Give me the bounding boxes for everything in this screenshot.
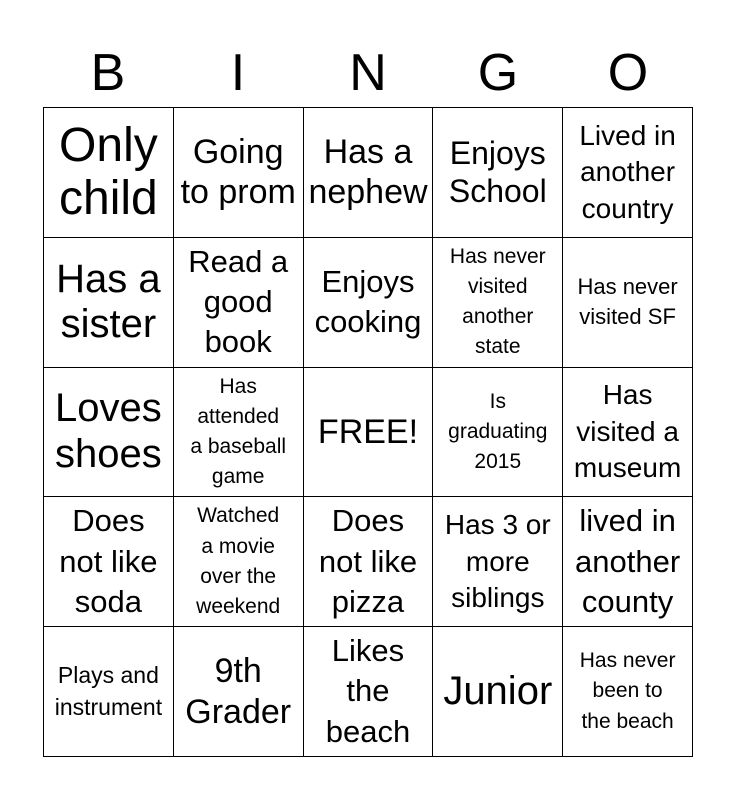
bingo-cell-r1c4[interactable] [433,108,563,238]
bingo-cell-r4c1[interactable] [44,497,174,627]
cell-text: Going to prom [180,132,296,212]
bingo-cell-r4c3[interactable] [304,497,434,627]
cell-text: Has never been to the beach [579,649,676,733]
cell-text: Read a good book [188,243,289,360]
cell-text: Enjoys cooking [314,263,422,340]
bingo-cell-r2c5[interactable] [563,238,693,368]
header-letter-g: G [477,44,519,102]
bingo-cell-r4c4[interactable] [433,497,563,627]
header-letter-n: N [349,44,387,102]
cell-text: Has 3 or more siblings [444,509,551,613]
bingo-cell-free[interactable] [304,368,434,498]
cell-text: Lived in another country [579,119,676,224]
bingo-cell-r4c5[interactable] [563,497,693,627]
cell-text: Has attended a baseball game [190,374,287,489]
bingo-cell-r1c2[interactable] [174,108,304,238]
bingo-header [43,40,693,106]
bingo-cell-r3c4[interactable] [433,368,563,498]
cell-text: Has a nephew [308,132,428,212]
header-letter-i: I [230,44,246,102]
bingo-cell-r1c3[interactable] [304,108,434,238]
cell-text: Plays and instrument [54,661,163,720]
bingo-cell-r5c4[interactable] [433,627,563,757]
bingo-cell-r3c2[interactable] [174,368,304,498]
cell-text: Has a sister [56,256,161,347]
cell-text: Does not like soda [59,503,158,619]
bingo-cell-r5c1[interactable] [44,627,174,757]
bingo-cell-r2c2[interactable] [174,238,304,368]
bingo-cell-r5c2[interactable] [174,627,304,757]
bingo-cell-r3c1[interactable] [44,368,174,498]
bingo-cell-r1c1[interactable] [44,108,174,238]
cell-text: Junior [443,668,553,713]
cell-text: Enjoys School [448,135,547,210]
cell-text: 9th Grader [185,651,292,731]
cell-text: Only child [59,118,158,226]
bingo-cell-r3c5[interactable] [563,368,693,498]
cell-text: Likes the beach [325,633,411,749]
header-letter-b: B [90,44,126,102]
bingo-cell-r5c3[interactable] [304,627,434,757]
bingo-cell-r5c5[interactable] [563,627,693,757]
cell-text: Has visited a museum [573,379,682,484]
free-space-text: FREE! [317,412,419,451]
bingo-cell-r4c2[interactable] [174,497,304,627]
cell-text: Loves shoes [55,386,162,476]
cell-text: Watched a movie over the weekend [196,504,281,619]
bingo-cell-r2c1[interactable] [44,238,174,368]
cell-text: Is graduating 2015 [448,389,548,474]
cell-text: lived in another county [575,503,681,619]
cell-text: Has never visited another state [449,244,546,359]
cell-text: Has never visited SF [577,273,678,330]
bingo-cell-r2c4[interactable] [433,238,563,368]
bingo-cell-r1c5[interactable] [563,108,693,238]
bingo-board [43,107,693,757]
bingo-cell-r2c3[interactable] [304,238,434,368]
cell-text: Does not like pizza [318,503,418,619]
header-letter-o: O [607,44,649,102]
